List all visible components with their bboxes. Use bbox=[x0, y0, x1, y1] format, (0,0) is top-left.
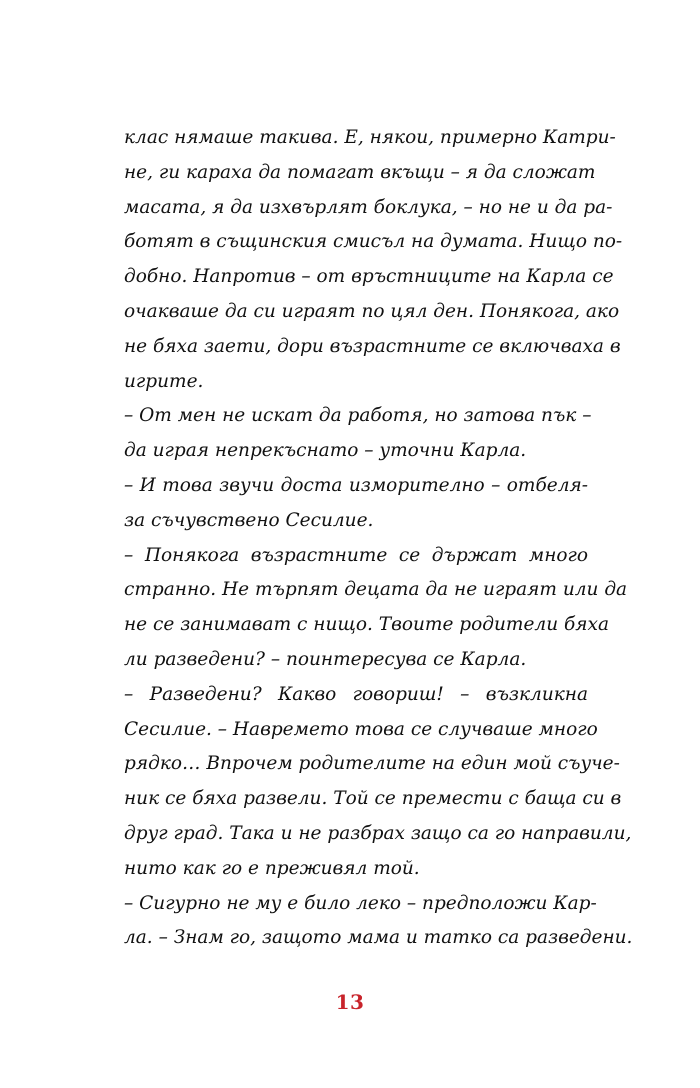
text-line: ботят в същинския смисъл на думата. Нищо по- bbox=[124, 231, 623, 253]
text-line: не се занимават с нищо. Твоите родители бяха bbox=[124, 614, 609, 636]
text-line: – Понякога възрастните се държат много bbox=[124, 544, 588, 566]
text-line: – Сигурно не му е било леко – предположи Кар- bbox=[124, 892, 597, 914]
text-line: добно. Напротив – от връстниците на Карла се bbox=[124, 266, 614, 288]
text-line: да играя непрекъснато – уточни Карла. bbox=[124, 440, 527, 462]
text-line: клас нямаше такива. Е, някои, примерно Катри- bbox=[124, 127, 616, 148]
text-line: не бяха заети, дори възрастните се включваха в bbox=[124, 335, 621, 357]
text-line: рядко… Впрочем родителите на един мой съучe- bbox=[124, 753, 620, 775]
text-line: за съчувствено Сесилие. bbox=[124, 509, 374, 531]
text-line: – От мен не искат да работя, но затова пък – bbox=[124, 405, 592, 427]
page-number: 13 bbox=[335, 990, 365, 1014]
text-line: – И това звучи доста изморително – отбеля- bbox=[124, 474, 588, 496]
text-line: игрите. bbox=[124, 370, 204, 392]
text-line: нито как го е преживял той. bbox=[124, 857, 420, 879]
text-line: ник се бяха развели. Той се премести с баща си в bbox=[124, 788, 622, 810]
text-line: ла. – Знам го, защото мама и татко са разведени. bbox=[124, 927, 633, 949]
text-line: странно. Не търпят децата да не играят или да bbox=[124, 579, 628, 601]
text-line: очакваше да си играят по цял ден. Понякога, ако bbox=[124, 300, 620, 322]
text-line: друг град. Така и не разбрах защо са го направили, bbox=[124, 822, 632, 844]
body-text bbox=[124, 121, 633, 956]
text-line: ли разведени? – поинтересува се Карла. bbox=[124, 648, 527, 670]
text-line: Сесилие. – Навремето това се случваше много bbox=[124, 718, 598, 740]
text-line: – Разведени? Какво говориш! – възкликна bbox=[124, 683, 588, 705]
text-line: масата, я да изхвърлят боклука, – но не и да ра- bbox=[124, 196, 613, 218]
text-line: не, ги караха да помагат вкъщи – я да сложат bbox=[124, 161, 596, 183]
